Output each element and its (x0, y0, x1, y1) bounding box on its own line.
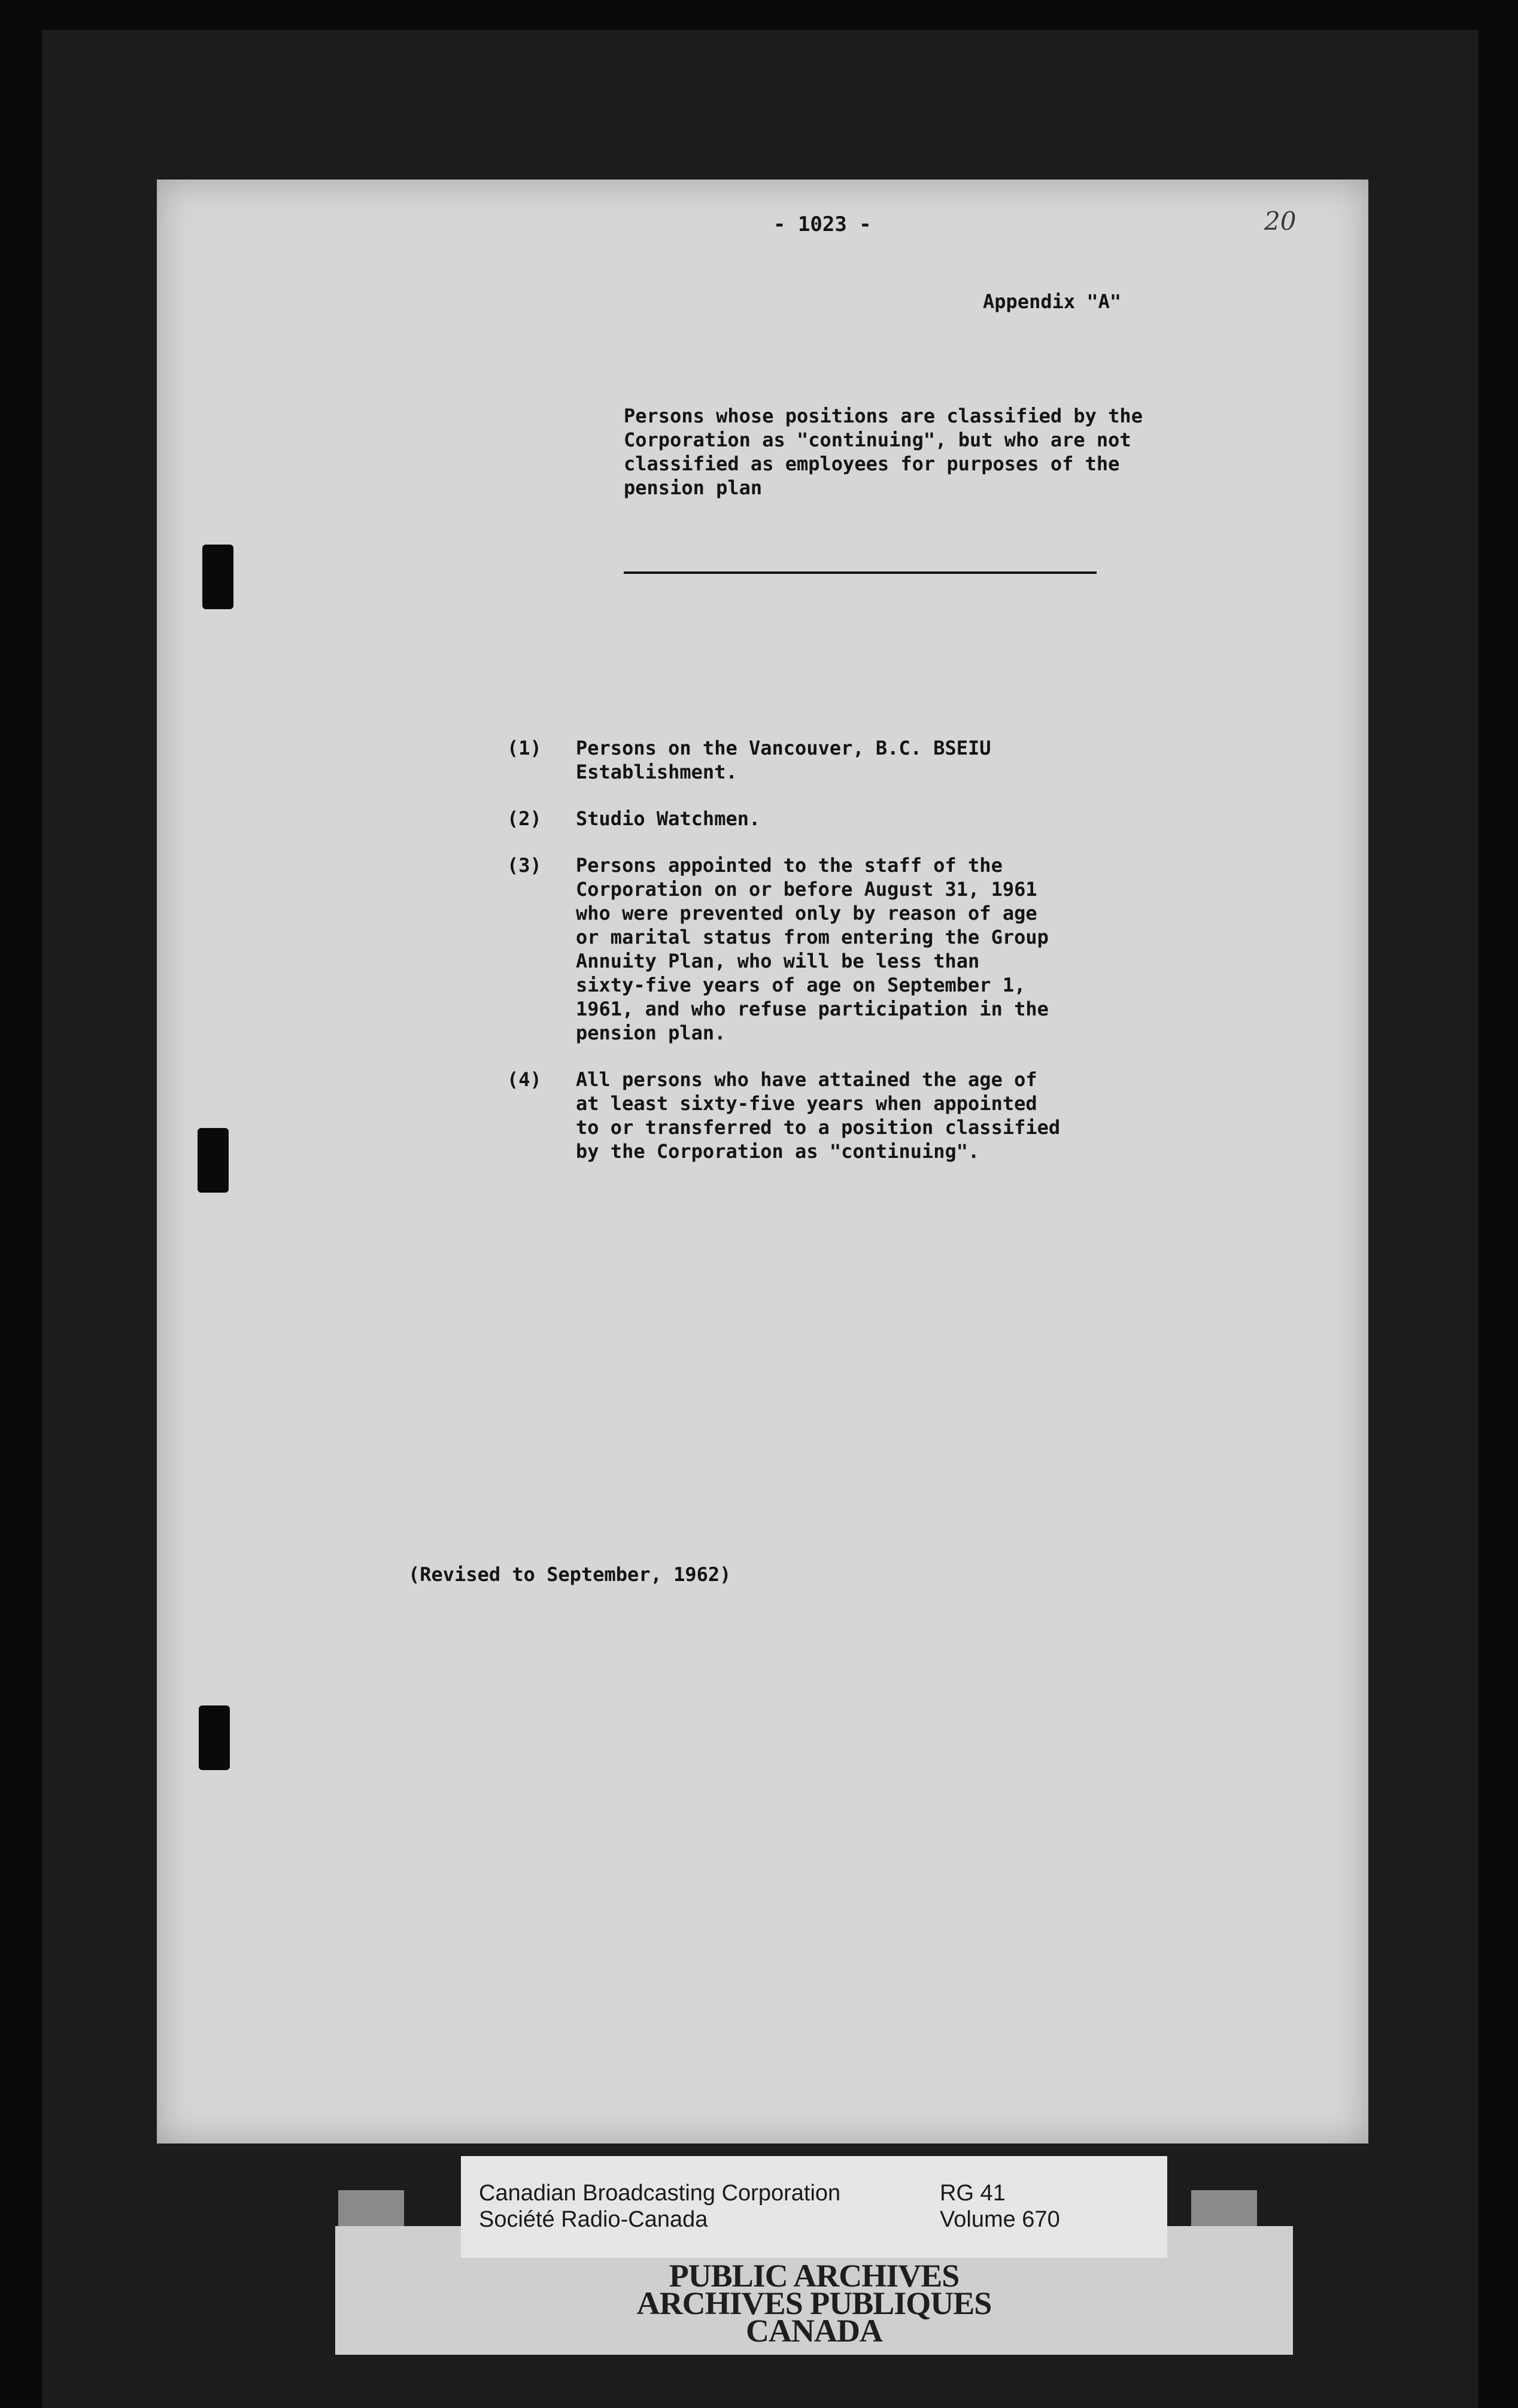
stamp-line: ARCHIVES PUBLIQUES (636, 2285, 992, 2321)
revision-note: (Revised to September, 1962) (408, 1563, 731, 1586)
page-number: - 1023 - (773, 212, 872, 236)
document-page (157, 180, 1368, 2144)
list-item (507, 1068, 1225, 1163)
stamp-line: CANADA (746, 2313, 882, 2349)
item-number: (2) (507, 807, 542, 830)
item-number: (1) (507, 737, 542, 759)
item-text: Persons appointed to the staff of the Corporation on or before August 31, 1961 who were prevented only by reason of age or marital status from entering the Group Annuity Plan, who will be less than sixty-five years of age on September 1, 1961, and who refuse participation in the pension plan. (576, 854, 1049, 1044)
item-number: (3) (507, 854, 542, 877)
list-item (507, 807, 1225, 831)
item-text: All persons who have attained the age of at least sixty-five years when appointed to or transferred to a position classified by the Corporation as "continuing". (576, 1068, 1061, 1163)
item-list (507, 736, 1225, 1186)
label-volume: Volume 670 (940, 2207, 1060, 2232)
label-org-en: Canadian Broadcasting Corporation (479, 2181, 841, 2206)
punch-hole (202, 545, 233, 609)
punch-hole (199, 1705, 230, 1770)
handwritten-folio: 20 (1264, 206, 1297, 236)
item-text: Persons on the Vancouver, B.C. BSEIU Establishment. (576, 737, 991, 783)
stamp-line: PUBLIC ARCHIVES (669, 2258, 960, 2294)
punch-hole (198, 1128, 229, 1193)
appendix-label: Appendix "A" (983, 290, 1122, 313)
label-org-fr: Société Radio-Canada (479, 2207, 708, 2232)
list-item (507, 853, 1225, 1045)
archive-label (461, 2156, 1167, 2258)
heading-rule (624, 571, 1097, 574)
list-item (507, 736, 1225, 784)
item-text: Studio Watchmen. (576, 807, 761, 830)
appendix-heading: Persons whose positions are classified by the Corporation as "continuing", but who are not classified as employees for purposes of the pension plan (624, 405, 1143, 499)
label-record-group: RG 41 (940, 2181, 1006, 2206)
item-number: (4) (507, 1068, 542, 1091)
